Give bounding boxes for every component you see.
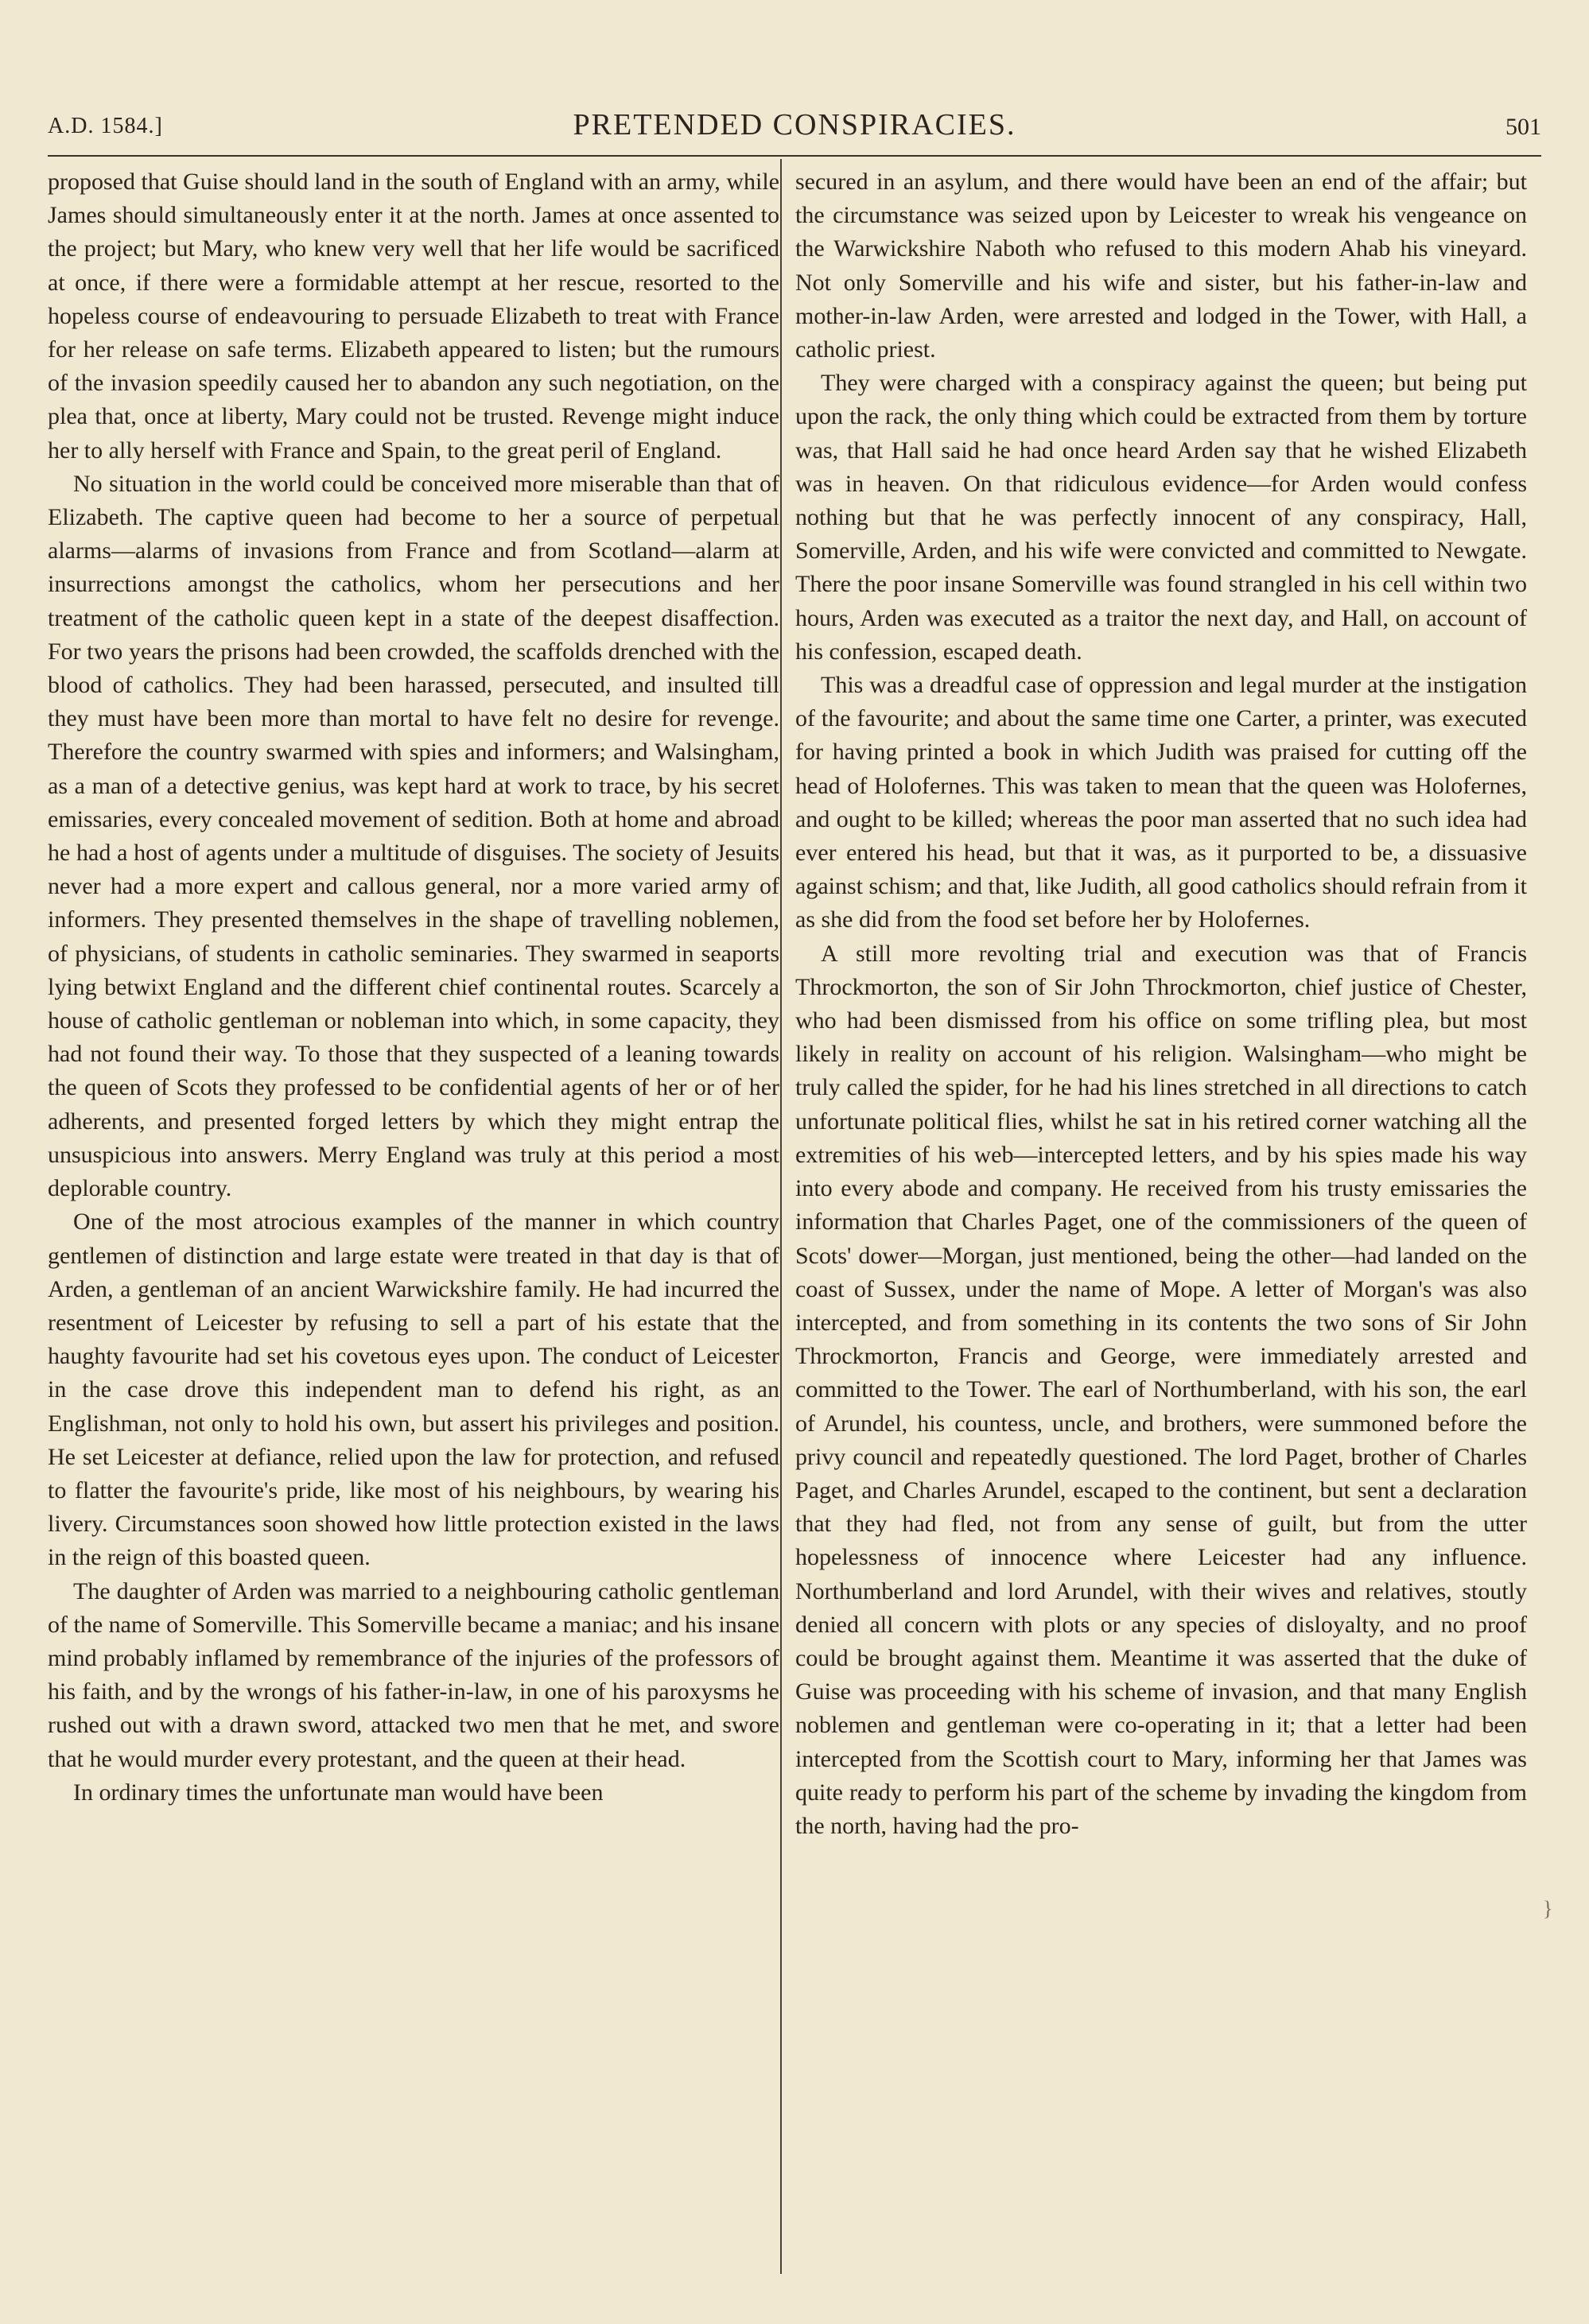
paragraph: One of the most atrocious examples of the manner in which country gentlemen of distinction and large estate were treated in that day is that of Arden, a gentleman of an ancient Warwickshire family. He had incurred the resentment of Leicester by refusing to sell a part of his estate that the haughty favourite had set his covetous eyes upon. The conduct of Leicester in the case drove this independent man to defend his right, as an Englishman, not only to hold his own, but assert his privileges and position. He set Leicester at defiance, relied upon the law for protection, and refused to flatter the favourite's pride, like most of his neighbours, by wearing his livery. Circumstances soon showed how little protection existed in the laws in the reign of this boasted queen.	[48, 1209, 779, 1571]
paragraph: They were charged with a conspiracy against the queen; but being put upon the rack, the only thing which could be extracted from them by torture was, that Hall said he had once heard Arden say that he wished Elizabeth was in heaven. On that ridiculous evidence—for Arden would confess nothing but that he was perfectly innocent of any conspiracy, Hall, Somerville, Arden, and his wife were convicted and committed to Newgate. There the poor insane Somerville was found strangled in his cell within two hours, Arden was executed as a traitor the next day, and Hall, on account of his confession, escaped death.	[795, 370, 1527, 665]
column-divider	[780, 159, 782, 2274]
page-number: 501	[1505, 114, 1541, 140]
page-title: PRETENDED CONSPIRACIES.	[573, 108, 1016, 142]
paragraph: This was a dreadful case of oppression and legal murder at the instigation of the favourite; and about the same time one Carter, a printer, was executed for having printed a book in which Judith was praised for cutting off the head of Holofernes. This was taken to mean that the queen was Holofernes, and ought to be killed; whereas the poor man asserted that no such idea had ever entered his head, but that it was, as it purported to be, a dissuasive against schism; and that, like Judith, all good catholics should refrain from it as she did from the food set before her by Holofernes.	[795, 672, 1527, 933]
paragraph: No situation in the world could be conceived more miserable than that of Elizabeth. The captive queen had become to her a source of perpetual alarms—alarms of invasions from France and from Scotland—alarm at insurrections amongst the catholics, whom her persecutions and her treatment of the catholic queen kept in a state of the deepest disaffection. For two years the prisons had been crowded, the scaffolds drenched with the blood of catholics. They had been harassed, persecuted, and insulted till they must have been more than mortal to have felt no desire for revenge. Therefore the country swarmed with spies and informers; and Walsingham, as a man of a detective genius, was kept hard at work to trace, by his secret emissaries, every concealed movement of sedition. Both at home and abroad he had a host of agents under a multitude of disguises. The society of Jesuits never had a more expert and callous general, nor a more varied army of informers. They presented themselves in the shape of travelling noblemen, of physicians, of students in catholic seminaries. They swarmed in seaports lying betwixt England and the different chief continental routes. Scarcely a house of catholic gentleman or nobleman into which, in some capacity, they had not found their way. To those that they suspected of a leaning towards the queen of Scots they professed to be confidential agents of her or of her adherents, and presented forged letters by which they might entrap the unsuspicious into answers. Merry England was truly at this period a most deplorable country.	[48, 470, 779, 1202]
margin-mark: }	[1543, 1897, 1553, 1920]
header-rule	[48, 155, 1541, 157]
right-column	[795, 165, 1527, 1843]
paragraph: A still more revolting trial and execution was that of Francis Throckmorton, the son of Sir John Throckmorton, chief justice of Chester, who had been dismissed from his office on some trifling plea, but most likely in reality on account of his religion. Walsingham—who might be truly called the spider, for he had his lines stretched in all directions to catch unfortunate political flies, whilst he sat in his retired corner watching all the extremities of his web—intercepted letters, and by his spies made his way into every abode and company. He received from his trusty emissaries the information that Charles Paget, one of the commissioners of the queen of Scots' dower—Morgan, just mentioned, being the other—had landed on the coast of Sussex, under the name of Mope. A letter of Morgan's was also intercepted, and from something in its contents the two sons of Sir John Throckmorton, Francis and George, were immediately arrested and committed to the Tower. The earl of Northumberland, with his son, the earl of Arundel, his countess, uncle, and brothers, were summoned before the privy council and repeatedly questioned. The lord Paget, brother of Charles Paget, and Charles Arundel, escaped to the continent, but sent a declaration that they had fled, not from any sense of guilt, but from the utter hopelessness of innocence where Leicester had any influence. Northumberland and lord Arundel, with their wives and relatives, stoutly denied all concern with plots or any species of disloyalty, and no proof could be brought against them. Meantime it was asserted that the duke of Guise was proceeding with his scheme of invasion, and that many English noblemen and gentleman were co-operating in it; that a letter had been intercepted from the Scottish court to Mary, informing her that James was quite ready to perform his part of the scheme by invading the kingdom from the north, having had the pro-	[795, 940, 1527, 1839]
left-column	[48, 165, 779, 1810]
paragraph: proposed that Guise should land in the south of England with an army, while James should simultaneously enter it at the north. James at once assented to the project; but Mary, who knew very well that her life would be sacrificed at once, if there were a formidable attempt at her rescue, resorted to the hopeless course of endeavouring to persuade Elizabeth to treat with France for her release on safe terms. Elizabeth appeared to listen; but the rumours of the invasion speedily caused her to abandon any such negotiation, on the plea that, once at liberty, Mary could not be trusted. Revenge might induce her to ally herself with France and Spain, to the great peril of England.	[48, 169, 779, 464]
running-header	[48, 107, 1541, 147]
paragraph: In ordinary times the unfortunate man would have been	[73, 1779, 604, 1806]
header-date: A.D. 1584.]	[48, 114, 163, 138]
paragraph: The daughter of Arden was married to a neighbouring catholic gentleman of the name of Somerville. This Somerville became a maniac; and his insane mind probably inflamed by remembrance of the injuries of the professors of his faith, and by the wrongs of his father-in-law, in one of his paroxysms he rushed out with a drawn sword, attacked two men that he met, and swore that he would murder every protestant, and the queen at their head.	[48, 1577, 780, 1772]
paragraph: secured in an asylum, and there would have been an end of the affair; but the circumstance was seized upon by Leicester to wreak his vengeance on the Warwickshire Naboth who refused to this modern Ahab his vineyard. Not only Somerville and his wife and sister, but his father-in-law and mother-in-law Arden, were arrested and lodged in the Tower, with Hall, a catholic priest.	[795, 169, 1527, 363]
